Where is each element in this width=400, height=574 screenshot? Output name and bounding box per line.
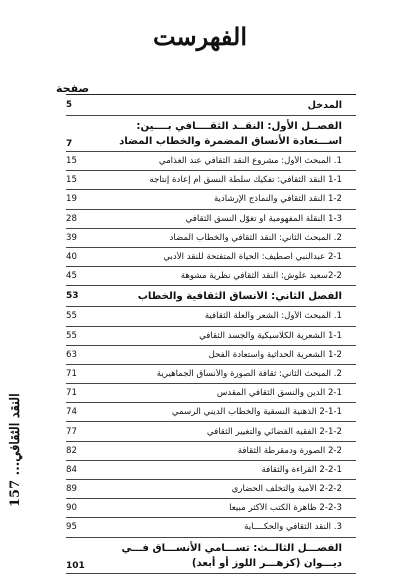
toc-entry-page: 71: [66, 368, 77, 379]
toc-entry-page: 15: [66, 156, 77, 167]
toc-entry-page: 77: [66, 426, 77, 437]
toc-entry-title: 2-1 الدين والنسق الثقافي المقدس: [216, 388, 342, 399]
toc-entry-title: 2-1 عبدالنبي اصطيف: الحياة المتفتحة للنقد الأدبي: [163, 252, 342, 263]
toc-row[interactable]: [66, 461, 356, 480]
page-title: الفهرست: [152, 22, 248, 51]
toc-row[interactable]: [66, 442, 356, 461]
toc-row[interactable]: [66, 248, 356, 267]
toc-entry-page: 95: [66, 522, 77, 533]
toc-entry-title: 1. المبحث الأول: الشعر والعلة الثقافية: [204, 311, 342, 322]
toc-entry-title: 1-2 النقد الثقافي والنماذج الإرشادية: [213, 194, 342, 205]
toc-row[interactable]: [66, 229, 356, 248]
toc-entry-title: 3. النقد الثقافي والحكــــاية: [244, 522, 342, 533]
running-footer: النقد الثقافي... 157: [8, 393, 23, 507]
toc-entry-title: 2-2-1 القراءة والثقافة: [261, 464, 342, 475]
toc-entry-page: 84: [66, 464, 77, 475]
toc-entry-title: 1-2 الشعرية الحداثية واستعادة الفحل: [208, 349, 342, 360]
toc-entry-title: الفصل الثاني: الأنساق الثقافية والخطاب: [137, 290, 342, 302]
toc-entry-page: 15: [66, 175, 77, 186]
toc-entry-title: المدخل: [307, 99, 342, 111]
toc-row[interactable]: [66, 152, 356, 171]
table-of-contents: [66, 94, 356, 574]
toc-row[interactable]: [66, 499, 356, 518]
toc-entry-title: 2-2 الصورة ودمقرطة الثقافة: [237, 445, 342, 456]
toc-entry-page: 5: [66, 100, 72, 110]
toc-entry-title: الفصــل الأول: النقــد الثقــــافي بــــين: اســـتعادة الأنساق المضمرة والخطاب المضاد: [119, 121, 342, 147]
toc-row[interactable]: [66, 384, 356, 403]
toc-row[interactable]: [66, 365, 356, 384]
page-column-label: صفحة: [56, 82, 90, 95]
toc-entry-title: 1. المبحث الأول: مشروع النقد الثقافي عند الغذامي: [158, 156, 342, 167]
toc-row[interactable]: [66, 210, 356, 229]
toc-chapter-row[interactable]: [66, 116, 356, 152]
toc-entry-page: 53: [66, 291, 79, 302]
toc-entry-title: 1-1 الشعرية الكلاسيكية والجسد الثقافي: [199, 330, 342, 341]
toc-row[interactable]: [66, 403, 356, 422]
toc-row[interactable]: [66, 327, 356, 346]
toc-entry-page: 28: [66, 213, 77, 224]
toc-row[interactable]: [66, 95, 356, 116]
toc-entry-page: 71: [66, 388, 77, 399]
toc-chapter-row[interactable]: [66, 286, 356, 307]
toc-row[interactable]: [66, 518, 356, 537]
toc-row[interactable]: [66, 307, 356, 326]
toc-entry-title: 2-2-2 الأمية والتخلف الحضاري: [231, 484, 342, 495]
toc-entry-page: 74: [66, 407, 77, 418]
toc-entry-page: 55: [66, 311, 77, 322]
toc-entry-page: 45: [66, 271, 77, 282]
toc-entry-title: 1-3 النقلة المفهومية أو تغوّل النسق الثقافي: [185, 213, 342, 224]
toc-row[interactable]: [66, 422, 356, 441]
toc-row[interactable]: [66, 346, 356, 365]
toc-row[interactable]: [66, 480, 356, 499]
toc-entry-page: 55: [66, 330, 77, 341]
toc-chapter-row[interactable]: [66, 538, 356, 574]
toc-entry-title: 2. المبحث الثاني: النقد الثقافي والخطاب المضاد: [169, 232, 342, 243]
toc-entry-page: 19: [66, 194, 77, 205]
toc-entry-page: 89: [66, 484, 77, 495]
toc-entry-page: 63: [66, 349, 77, 360]
toc-entry-title: 2-1-1 الذهنية النسقية والخطاب الديني الرسمي: [171, 407, 342, 418]
toc-entry-page: 7: [66, 139, 73, 149]
toc-entry-page: 40: [66, 252, 77, 263]
toc-entry-title: 2-1-2 الفقيه الفضائي والتغيير الثقافي: [206, 426, 342, 437]
toc-entry-page: 82: [66, 445, 77, 456]
toc-entry-title: الفصـــل الثالــث: تســـامي الأنســـاق فـــي ديـــوان (كزهـــر اللوز أو أبعد): [121, 542, 342, 569]
toc-row[interactable]: [66, 190, 356, 209]
toc-entry-page: 39: [66, 232, 77, 243]
toc-row[interactable]: [66, 267, 356, 286]
toc-entry-page: 90: [66, 503, 77, 514]
toc-entry-page: 101: [66, 560, 85, 571]
toc-entry-title: 1-1 النقد الثقافي: تفكيك سلطة النسق أم إعادة إنتاجه: [149, 175, 342, 186]
toc-entry-title: 2. المبحث الثاني: ثقافة الصورة والأنساق الجماهيرية: [156, 368, 342, 379]
toc-entry-title: 2-2-3 ظاهرة الكتب الأكثر مبيعا: [229, 503, 342, 514]
toc-entry-title: 2-2سعيد علوش: النقد الثقافي نظرية مشوهة: [180, 271, 342, 282]
toc-row[interactable]: [66, 171, 356, 190]
